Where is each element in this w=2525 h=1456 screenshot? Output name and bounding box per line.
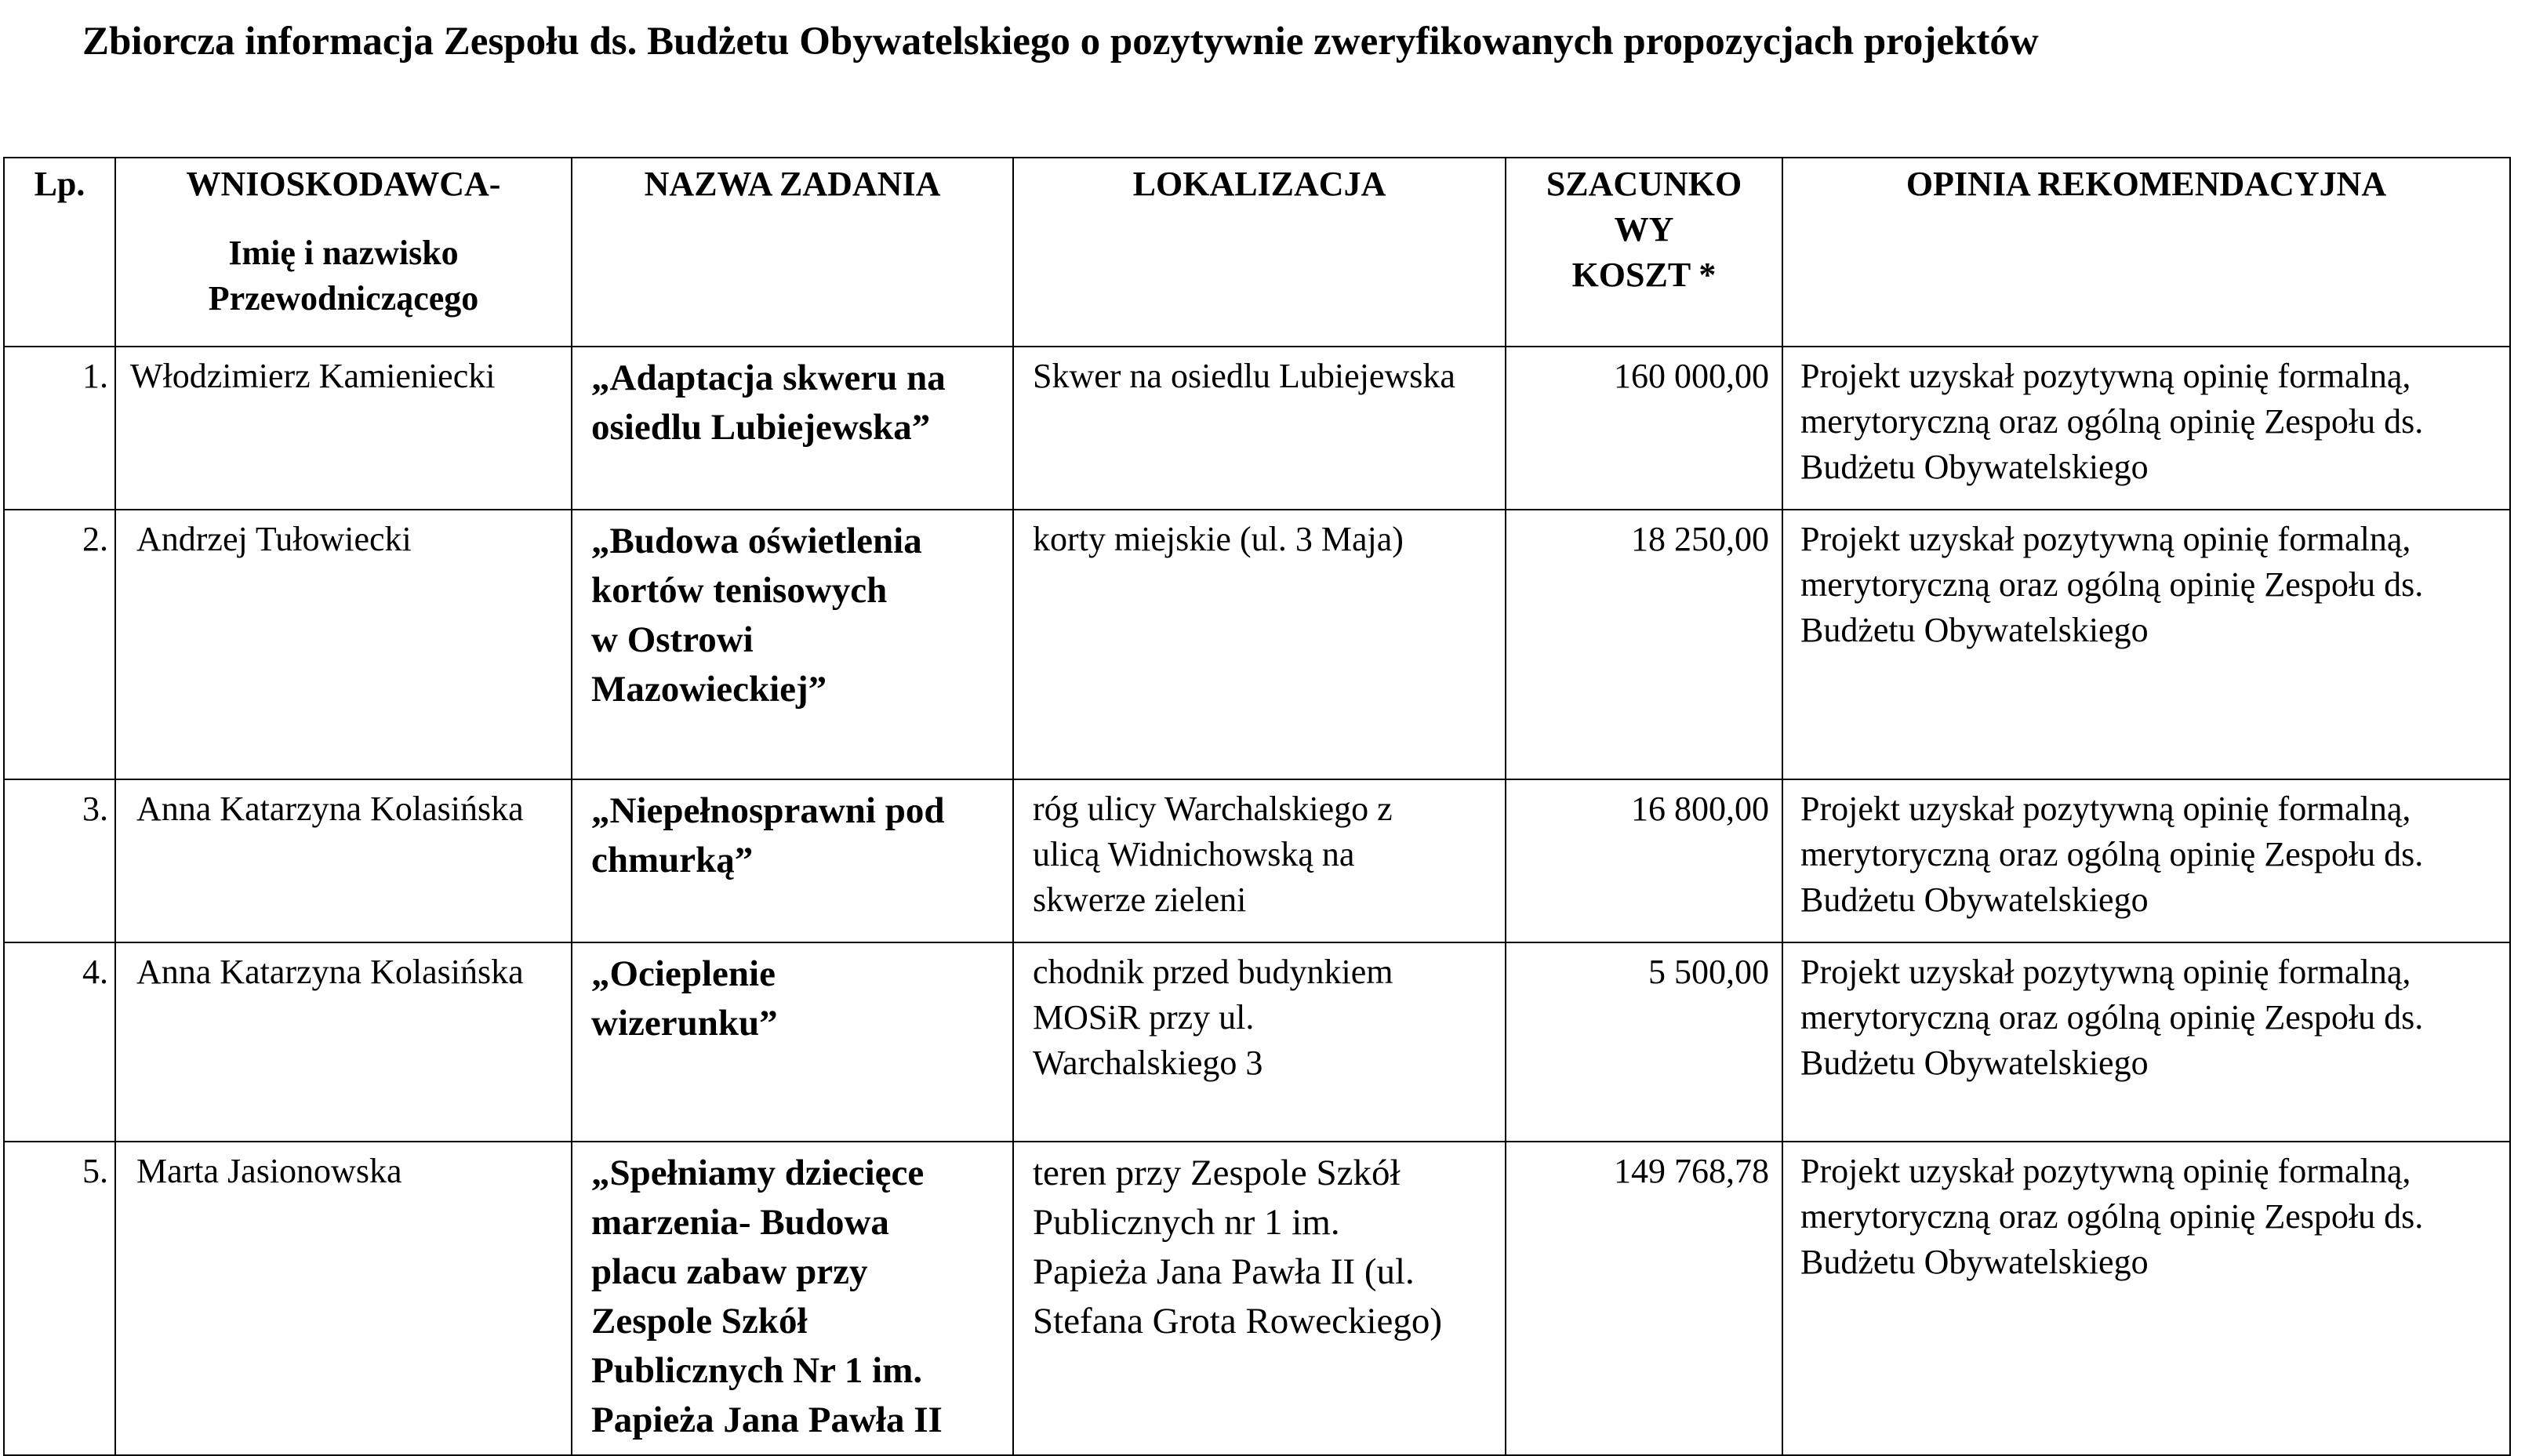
header-cost: SZACUNKO WY KOSZT * bbox=[1506, 158, 1782, 347]
task-name: „Adaptacja skweru na osiedlu Lubiejewska” bbox=[572, 347, 1013, 510]
table-row bbox=[4, 942, 2510, 1142]
row-number: 1. bbox=[4, 347, 115, 510]
recommendation-opinion: Projekt uzyskał pozytywną opinię formalną, merytoryczną oraz ogólną opinię Zespołu ds. Budżetu Obywatelskiego bbox=[1782, 347, 2510, 510]
applicant-name: Andrzej Tułowiecki bbox=[115, 510, 572, 779]
estimated-cost: 5 500,00 bbox=[1506, 942, 1782, 1142]
table-row bbox=[4, 779, 2510, 942]
row-number: 4. bbox=[4, 942, 115, 1142]
estimated-cost: 18 250,00 bbox=[1506, 510, 1782, 779]
header-applicant: WNIOSKODAWCA- Imię i nazwisko Przewodniczącego bbox=[115, 158, 572, 347]
location: chodnik przed budynkiem MOSiR przy ul. Warchalskiego 3 bbox=[1013, 942, 1506, 1142]
estimated-cost: 149 768,78 bbox=[1506, 1142, 1782, 1455]
recommendation-opinion: Projekt uzyskał pozytywną opinię formalną, merytoryczną oraz ogólną opinię Zespołu ds. Budżetu Obywatelskiego bbox=[1782, 1142, 2510, 1455]
applicant-name: Anna Katarzyna Kolasińska bbox=[115, 779, 572, 942]
table-header-row bbox=[4, 158, 2510, 347]
task-name: „Spełniamy dziecięce marzenia- Budowa placu zabaw przy Zespole Szkół Publicznych Nr 1 im. Papieża Jana Pawła II bbox=[572, 1142, 1013, 1455]
location: teren przy Zespole Szkół Publicznych nr 1 im. Papieża Jana Pawła II (ul. Stefana Grota Roweckiego) bbox=[1013, 1142, 1506, 1455]
table-row bbox=[4, 510, 2510, 779]
location: Skwer na osiedlu Lubiejewska bbox=[1013, 347, 1506, 510]
table-row bbox=[4, 1142, 2510, 1455]
row-number: 3. bbox=[4, 779, 115, 942]
recommendation-opinion: Projekt uzyskał pozytywną opinię formalną, merytoryczną oraz ogólną opinię Zespołu ds. Budżetu Obywatelskiego bbox=[1782, 510, 2510, 779]
task-name: „Budowa oświetlenia kortów tenisowych w Ostrowi Mazowieckiej” bbox=[572, 510, 1013, 779]
task-name: „Niepełnosprawni pod chmurką” bbox=[572, 779, 1013, 942]
recommendation-opinion: Projekt uzyskał pozytywną opinię formalną, merytoryczną oraz ogólną opinię Zespołu ds. Budżetu Obywatelskiego bbox=[1782, 779, 2510, 942]
location: róg ulicy Warchalskiego z ulicą Widnichowską na skwerze zieleni bbox=[1013, 779, 1506, 942]
applicant-name: Marta Jasionowska bbox=[115, 1142, 572, 1455]
projects-table bbox=[3, 157, 2511, 1456]
applicant-name: Włodzimierz Kamieniecki bbox=[115, 347, 572, 510]
table-row bbox=[4, 347, 2510, 510]
estimated-cost: 160 000,00 bbox=[1506, 347, 1782, 510]
row-number: 5. bbox=[4, 1142, 115, 1455]
estimated-cost: 16 800,00 bbox=[1506, 779, 1782, 942]
header-task: NAZWA ZADANIA bbox=[572, 158, 1013, 347]
document-title: Zbiorcza informacja Zespołu ds. Budżetu Obywatelskiego o pozytywnie zweryfikowanych propozycjach projektów bbox=[82, 20, 2039, 64]
row-number: 2. bbox=[4, 510, 115, 779]
header-opinion: OPINIA REKOMENDACYJNA bbox=[1782, 158, 2510, 347]
header-location: LOKALIZACJA bbox=[1013, 158, 1506, 347]
location: korty miejskie (ul. 3 Maja) bbox=[1013, 510, 1506, 779]
header-lp: Lp. bbox=[4, 158, 115, 347]
applicant-name: Anna Katarzyna Kolasińska bbox=[115, 942, 572, 1142]
task-name: „Ocieplenie wizerunku” bbox=[572, 942, 1013, 1142]
recommendation-opinion: Projekt uzyskał pozytywną opinię formalną, merytoryczną oraz ogólną opinię Zespołu ds. Budżetu Obywatelskiego bbox=[1782, 942, 2510, 1142]
